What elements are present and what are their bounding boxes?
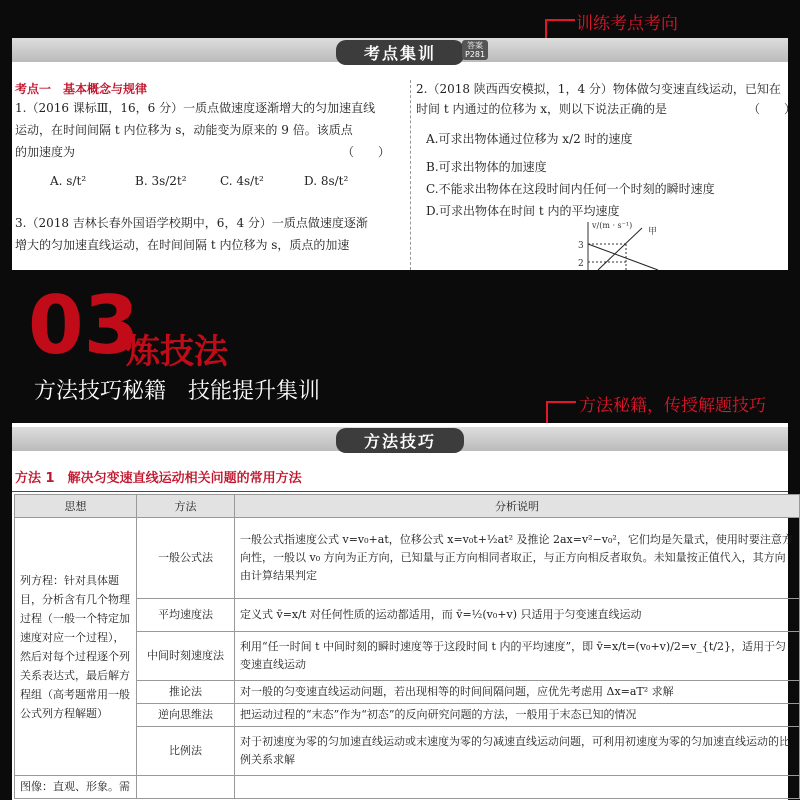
q2-option-d: D.可求出物体在时间 t 内的平均速度 — [426, 204, 620, 218]
method-cell: 推论法 — [137, 681, 235, 704]
method-title-rule — [12, 491, 788, 492]
answer-badge — [462, 40, 488, 60]
method-cell: 平均速度法 — [137, 599, 235, 632]
exercise-panel — [12, 38, 797, 270]
table-header-row — [15, 495, 800, 518]
answer-badge-line2: P281 — [465, 50, 486, 59]
q3-line1: 3.（2018 吉林长春外国语学校期中，6，4 分）一质点做速度逐渐 — [15, 216, 368, 230]
chapter-number: 03 — [28, 279, 140, 372]
table-row — [15, 518, 800, 599]
graph-line-jia — [598, 228, 642, 270]
desc-cell: 定义式 v̄=x/t 对任何性质的运动都适用，而 v̄=½(v₀+v) 只适用于匀变速直线运动 — [235, 599, 800, 632]
velocity-time-graph — [568, 218, 708, 270]
q1-line2: 运动，在时间间隔 t 内位移为 s，动能变为原来的 9 倍。该质点 — [15, 123, 353, 137]
q3-line2: 增大的匀加速直线运动，在时间间隔 t 内位移为 s，质点的加速 — [15, 238, 350, 252]
desc-cell: 对一般的匀变速直线运动问题，若出现相等的时间间隔问题，应优先考虑用 Δx=aT² 求解 — [235, 681, 800, 704]
section-title: 考点一 基本概念与规律 — [15, 82, 148, 96]
method-cell-empty — [137, 776, 235, 799]
q2-paren: （ ） — [748, 102, 797, 116]
q1-paren: （ ） — [342, 145, 391, 159]
desc-cell: 利用“任一时间 t 中间时刻的瞬时速度等于这段时间 t 内的平均速度”，即 v̄=x/t=(v₀+v)/2=v_{t/2}，适用于匀变速直线运动 — [235, 632, 800, 681]
answer-badge-line1: 答案 — [467, 41, 484, 50]
desc-cell-empty — [235, 776, 800, 799]
table-row — [15, 776, 800, 799]
q1-option-b: B. 3s/2t² — [135, 174, 187, 188]
header-idea: 思想 — [15, 495, 137, 518]
graph-legend-jia: 甲 — [648, 227, 658, 237]
idea-equations: 列方程：针对具体题目，分析含有几个物理过程（一般一个特定加速度对应一个过程），然后对每个过程逐个列关系表达式，最后解方程组（高考题常用一般公式列方程解题） — [15, 518, 137, 776]
header-analysis: 分析说明 — [235, 495, 800, 518]
desc-cell: 对于初速度为零的匀加速直线运动或末速度为零的匀减速直线运动问题，可利用初速度为零的匀加速直线运动的比例关系求解 — [235, 727, 800, 776]
q1-line3: 的加速度为 — [15, 145, 76, 159]
method-panel — [12, 423, 793, 800]
method-cell: 比例法 — [137, 727, 235, 776]
q1-option-c: C. 4s/t² — [220, 174, 264, 188]
chapter-subtitle: 方法技巧秘籍 技能提升集训 — [34, 379, 321, 404]
idea-graph: 图像：直观、形象。需 — [15, 776, 137, 799]
chapter-title: 炼技法 — [126, 332, 228, 372]
method-title: 方法 1 解决匀变速直线运动相关问题的常用方法 — [15, 471, 302, 486]
q2-option-b: B.可求出物体的加速度 — [426, 160, 547, 174]
methods-table — [14, 494, 800, 799]
q2-line1: 2.（2018 陕西西安模拟，1，4 分）物体做匀变速直线运动，已知在 — [416, 82, 781, 96]
q2-option-c: C.不能求出物体在这段时间内任何一个时刻的瞬时速度 — [426, 182, 715, 196]
graph-tick-2: 2 — [578, 259, 584, 269]
desc-cell: 把运动过程的“末态”作为“初态”的反向研究问题的方法，一般用于末态已知的情况 — [235, 704, 800, 727]
panel-tag: 考点集训 — [336, 40, 464, 65]
panel2-tag: 方法技巧 — [336, 428, 464, 453]
column-divider — [410, 80, 411, 270]
annotation-bottom: 方法秘籍，传授解题技巧 — [579, 396, 766, 416]
desc-cell: 一般公式指速度公式 v=v₀+at，位移公式 x=v₀t+½at² 及推论 2ax=v²−v₀²，它们均是矢量式，使用时要注意方向性，一般以 v₀ 方向为正方向，已知量与正方向相同者取正，与正方向相反者取负。未知量按正值代入，其方向由计算结果判定 — [235, 518, 800, 599]
q1-option-a: A. s/t² — [50, 174, 87, 188]
graph-tick-3: 3 — [578, 241, 584, 251]
header-method: 方法 — [137, 495, 235, 518]
q2-option-a: A.可求出物体通过位移为 x/2 时的速度 — [426, 132, 633, 146]
method-cell: 一般公式法 — [137, 518, 235, 599]
graph-y-label: v/(m · s⁻¹) — [592, 221, 633, 230]
graph-line-yi — [588, 244, 658, 270]
method-cell: 中间时刻速度法 — [137, 632, 235, 681]
q2-line2: 时间 t 内通过的位移为 x，则以下说法正确的是 — [416, 102, 668, 116]
q1-option-d: D. 8s/t² — [304, 174, 349, 188]
annotation-top: 训练考点考向 — [576, 14, 678, 34]
method-cell: 逆向思维法 — [137, 704, 235, 727]
q1-line1: 1.（2016 课标Ⅲ，16，6 分）一质点做速度逐渐增大的匀加速直线 — [15, 101, 376, 115]
